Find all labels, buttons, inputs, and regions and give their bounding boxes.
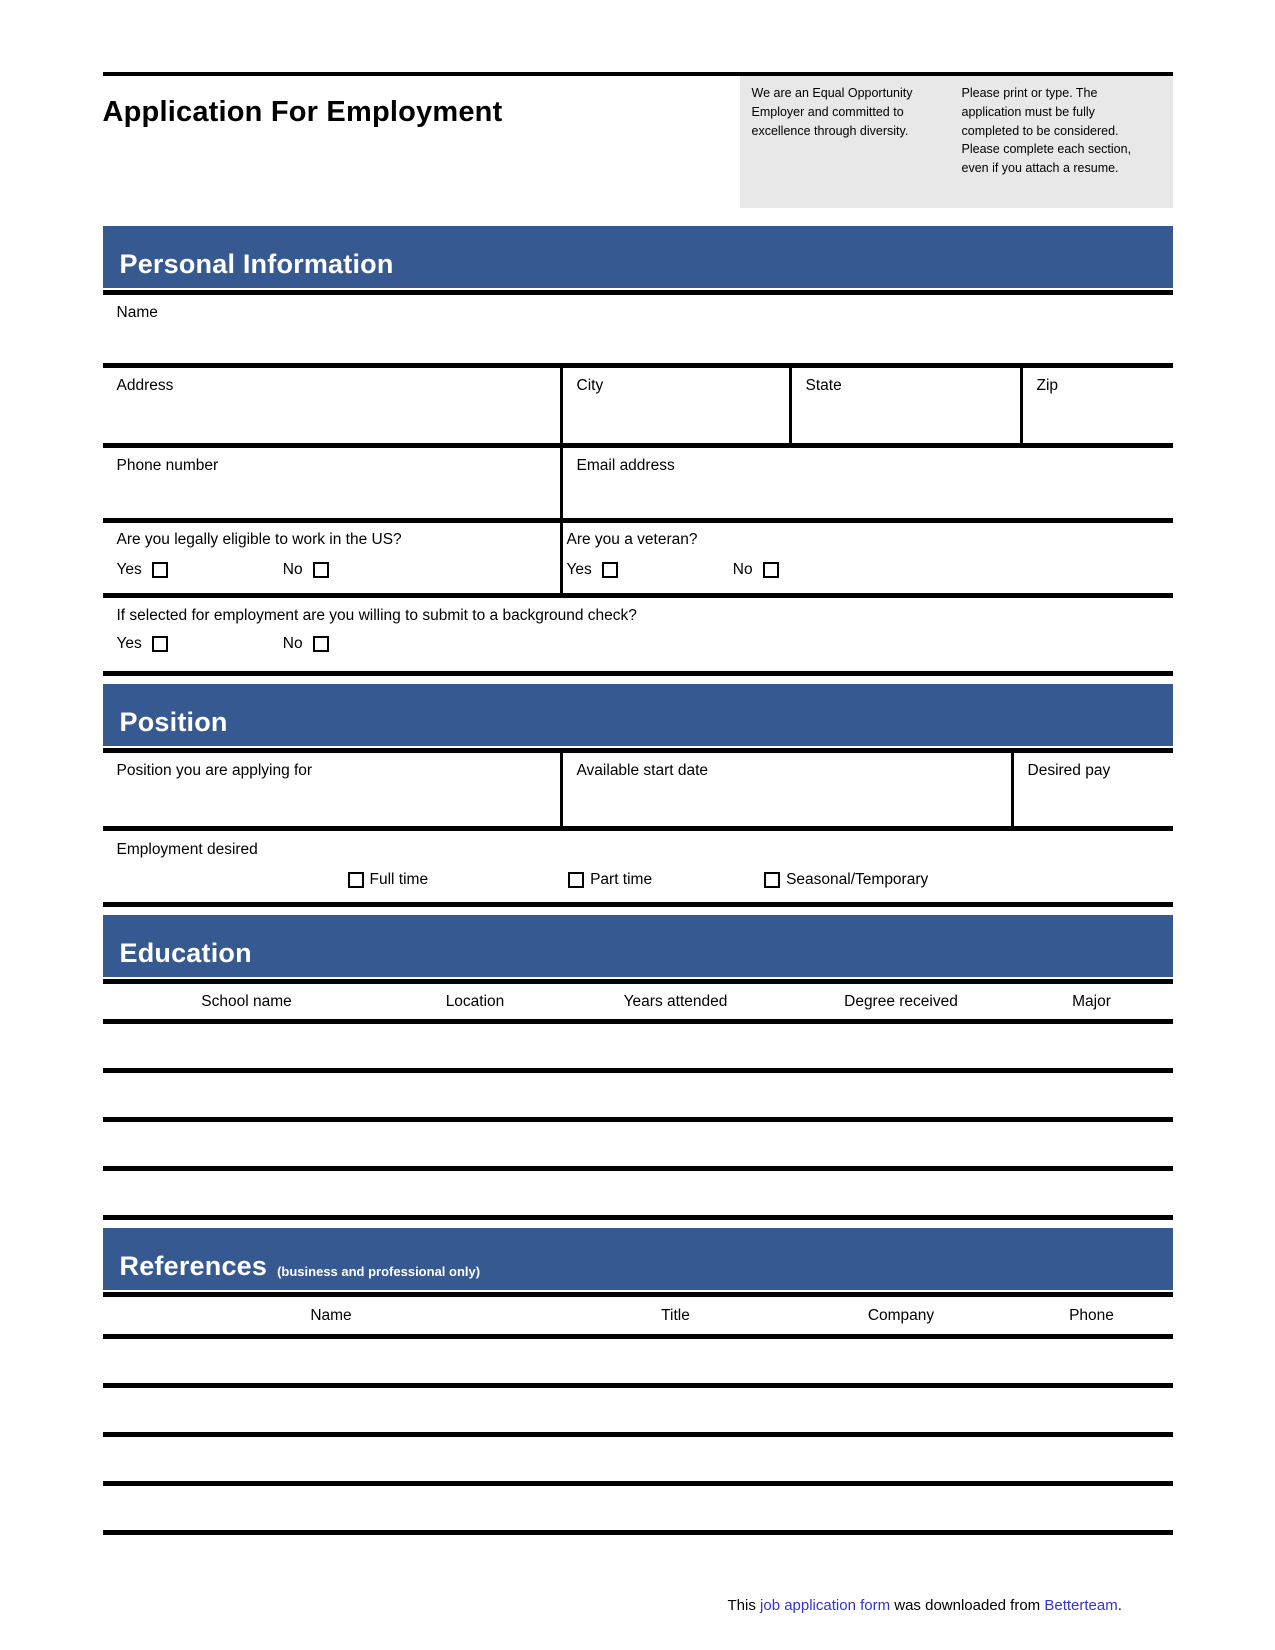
zip-label: Zip	[1036, 377, 1059, 394]
background-yes-checkbox[interactable]	[152, 636, 168, 652]
betterteam-link[interactable]: Betterteam	[1044, 1597, 1118, 1614]
employment-desired-label: Employment desired	[116, 841, 258, 858]
column-header-title: Title	[661, 1306, 690, 1324]
eligibility-veteran-row	[103, 523, 1173, 598]
veteran-question-cell	[560, 523, 1173, 593]
education-table-header	[103, 984, 1173, 1024]
address-row	[103, 368, 1173, 448]
part-time-label: Part time	[590, 871, 653, 888]
education-row	[103, 1122, 1173, 1171]
seasonal-checkbox[interactable]	[764, 872, 780, 888]
no-label: No	[282, 561, 303, 578]
no-label: No	[282, 635, 303, 652]
education-cell[interactable]	[560, 1171, 792, 1215]
education-cell[interactable]	[1011, 1073, 1173, 1117]
education-cell[interactable]	[103, 1024, 391, 1068]
references-cell[interactable]	[792, 1486, 1011, 1530]
no-label: No	[732, 561, 753, 578]
name-field[interactable]	[103, 295, 1173, 363]
references-cell[interactable]	[103, 1437, 560, 1481]
state-label: State	[805, 377, 842, 394]
references-cell[interactable]	[103, 1388, 560, 1432]
column-header-years-attended: Years attended	[623, 992, 728, 1010]
background-no-checkbox[interactable]	[313, 636, 329, 652]
education-cell[interactable]	[792, 1024, 1011, 1068]
column-header-company: Company	[867, 1306, 935, 1324]
eligibility-question: Are you legally eligible to work in the US?	[116, 531, 402, 548]
seasonal-option[interactable]	[764, 871, 928, 889]
education-cell[interactable]	[792, 1171, 1011, 1215]
city-field[interactable]	[560, 368, 789, 443]
references-cell[interactable]	[560, 1437, 792, 1481]
references-cell[interactable]	[103, 1486, 560, 1530]
references-cell[interactable]	[1011, 1388, 1173, 1432]
section-header-education	[103, 915, 1173, 977]
job-application-form-link[interactable]: job application form	[760, 1597, 891, 1614]
desired-pay-field[interactable]	[1011, 753, 1173, 826]
education-row	[103, 1073, 1173, 1122]
education-cell[interactable]	[1011, 1122, 1173, 1166]
start-date-field[interactable]	[560, 753, 1011, 826]
column-header-major: Major	[1072, 992, 1111, 1010]
references-cell[interactable]	[792, 1339, 1011, 1383]
eligible-yes-checkbox[interactable]	[152, 562, 168, 578]
education-row	[103, 1171, 1173, 1220]
education-cell[interactable]	[1011, 1024, 1173, 1068]
column-header-name: Name	[310, 1306, 352, 1324]
footer-text: was downloaded from	[890, 1597, 1045, 1614]
yes-label: Yes	[116, 561, 142, 578]
eligibility-question-cell	[103, 523, 560, 593]
references-cell[interactable]	[1011, 1437, 1173, 1481]
email-field[interactable]	[560, 448, 1173, 518]
column-header-phone: Phone	[1069, 1306, 1114, 1324]
full-time-checkbox[interactable]	[348, 872, 364, 888]
phone-label: Phone number	[116, 457, 219, 474]
education-cell[interactable]	[792, 1122, 1011, 1166]
page-title: Application For Employment	[102, 96, 503, 128]
name-row	[103, 295, 1173, 368]
background-check-row	[103, 598, 1173, 676]
desired-pay-label: Desired pay	[1027, 762, 1111, 779]
education-title: Education	[119, 938, 252, 968]
references-cell[interactable]	[1011, 1339, 1173, 1383]
zip-field[interactable]	[1020, 368, 1173, 443]
education-cell[interactable]	[560, 1024, 792, 1068]
education-cell[interactable]	[103, 1171, 391, 1215]
full-time-label: Full time	[369, 871, 429, 888]
references-row	[103, 1339, 1173, 1388]
education-cell[interactable]	[103, 1122, 391, 1166]
background-check-question: If selected for employment are you willing to submit to a background check?	[116, 607, 637, 624]
position-applying-label: Position you are applying for	[116, 762, 313, 779]
references-cell[interactable]	[560, 1388, 792, 1432]
education-cell[interactable]	[792, 1073, 1011, 1117]
section-header-references	[103, 1228, 1173, 1290]
part-time-option[interactable]	[568, 871, 652, 889]
notice-box	[740, 76, 1173, 208]
education-row	[103, 1024, 1173, 1073]
section-header-personal-information	[103, 226, 1173, 288]
form-header	[103, 76, 1173, 208]
personal-information-title: Personal Information	[119, 249, 394, 279]
email-label: Email address	[576, 457, 675, 474]
references-row	[103, 1388, 1173, 1437]
footer-text: This	[727, 1597, 761, 1614]
references-table-header	[103, 1297, 1173, 1339]
seasonal-label: Seasonal/Temporary	[786, 871, 929, 888]
position-fields-row	[103, 753, 1173, 831]
footer-attribution	[103, 1597, 1173, 1614]
eeo-notice: We are an Equal Opportunity Employer and committed to excellence through diversity.	[751, 86, 913, 138]
references-row	[103, 1486, 1173, 1535]
references-row	[103, 1437, 1173, 1486]
column-header-location: Location	[445, 992, 505, 1010]
part-time-checkbox[interactable]	[568, 872, 584, 888]
footer-text: .	[1117, 1597, 1122, 1614]
education-cell[interactable]	[391, 1024, 560, 1068]
references-subtitle: (business and professional only)	[277, 1264, 481, 1279]
position-applying-field[interactable]	[103, 753, 560, 826]
address-label: Address	[116, 377, 174, 394]
education-cell[interactable]	[560, 1073, 792, 1117]
references-cell[interactable]	[1011, 1486, 1173, 1530]
references-cell[interactable]	[560, 1486, 792, 1530]
education-cell[interactable]	[103, 1073, 391, 1117]
veteran-yes-checkbox[interactable]	[602, 562, 618, 578]
address-field[interactable]	[103, 368, 560, 443]
veteran-question: Are you a veteran?	[566, 531, 698, 548]
column-header-degree-received: Degree received	[844, 992, 958, 1010]
yes-label: Yes	[116, 635, 142, 652]
print-instructions: Please print or type. The application must be fully completed to be considered. Please complete each section, even if you attach a resume.	[961, 86, 1132, 175]
education-cell[interactable]	[391, 1171, 560, 1215]
phone-email-row	[103, 448, 1173, 523]
references-cell[interactable]	[792, 1388, 1011, 1432]
education-cell[interactable]	[391, 1073, 560, 1117]
employment-desired-row	[103, 831, 1173, 907]
full-time-option[interactable]	[348, 871, 429, 889]
start-date-label: Available start date	[576, 762, 709, 779]
state-field[interactable]	[789, 368, 1020, 443]
phone-field[interactable]	[103, 448, 560, 518]
eligible-no-checkbox[interactable]	[313, 562, 329, 578]
education-cell[interactable]	[1011, 1171, 1173, 1215]
column-header-school-name: School name	[201, 992, 292, 1010]
references-cell[interactable]	[560, 1339, 792, 1383]
name-label: Name	[116, 304, 158, 321]
references-title: References	[119, 1251, 268, 1281]
education-cell[interactable]	[560, 1122, 792, 1166]
yes-label: Yes	[566, 561, 592, 578]
city-label: City	[576, 377, 604, 394]
section-header-position	[103, 684, 1173, 746]
position-title: Position	[119, 707, 228, 737]
references-cell[interactable]	[792, 1437, 1011, 1481]
veteran-no-checkbox[interactable]	[763, 562, 779, 578]
education-cell[interactable]	[391, 1122, 560, 1166]
references-cell[interactable]	[103, 1339, 560, 1383]
